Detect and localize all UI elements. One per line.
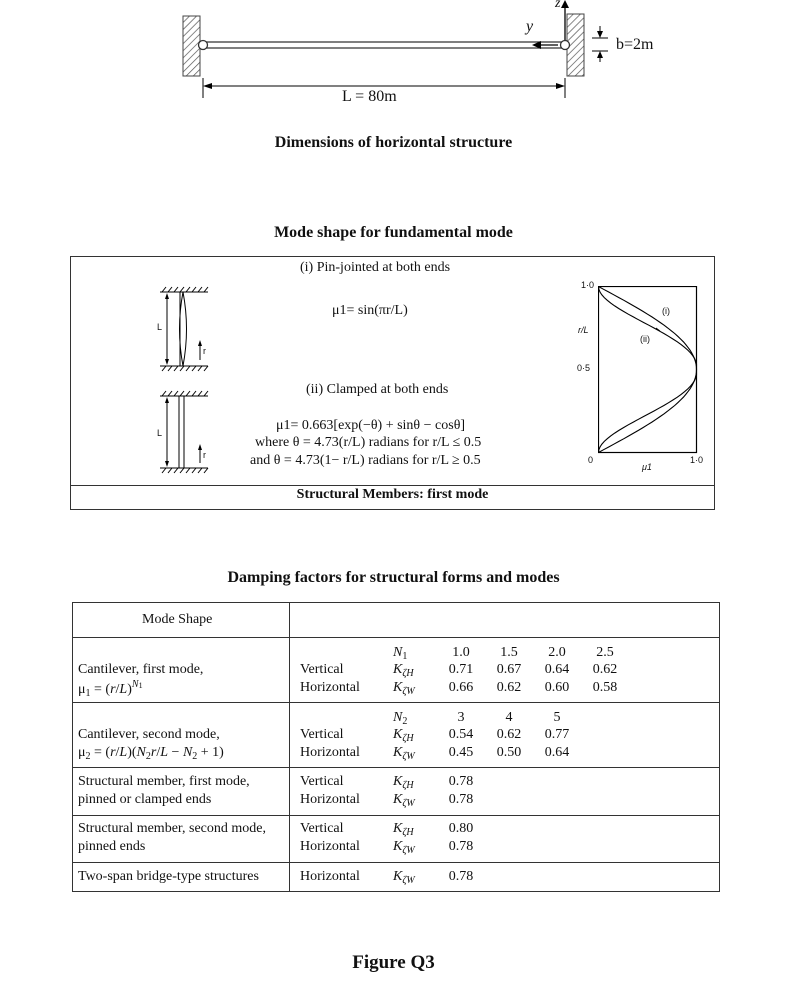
row1-dir2: Horizontal (300, 745, 360, 760)
case1-title: (i) Pin-jointed at both ends (300, 260, 451, 275)
row0-vals0: 1.0 1.5 2.0 2.5 (452, 645, 614, 660)
row2-name1: Structural member, first mode, (78, 774, 250, 789)
plot-frame (599, 287, 697, 453)
row2-dir1: Vertical (300, 774, 344, 789)
plot-y-mid: 0·5 (577, 363, 591, 373)
row4-v1: 0.78 (448, 869, 474, 884)
mode-shape-plot (598, 286, 698, 454)
row2-dir2: Horizontal (300, 792, 360, 807)
row1-k1: $K_{\zeta H}$ (393, 727, 414, 744)
row1-name1: Cantilever, second mode, (78, 727, 220, 742)
right-pin (561, 41, 570, 50)
case2-formula: μ1= 0.663[exp(−θ) + sinθ − cosθ] (276, 418, 466, 433)
row0-k2: $K_{\zeta W}$ (393, 680, 415, 697)
row1-vals1: 0.54 0.62 0.77 (448, 727, 570, 742)
row1-vals2: 0.45 0.50 0.64 (448, 745, 570, 760)
left-pin (199, 41, 208, 50)
row2-k1: $K_{\zeta H}$ (393, 774, 414, 791)
row1-name2: $\mu_2 = (r/L)(N_2r/L - N_2 + 1)$ (78, 745, 224, 762)
row3-k1: $K_{\zeta H}$ (393, 821, 414, 838)
row4-dir1: Horizontal (300, 869, 360, 884)
table-hline-0 (72, 637, 720, 638)
plot-x-axis-label: μ1 (642, 462, 652, 472)
damping-heading: Damping factors for structural forms and modes (227, 569, 560, 586)
row2-v2: 0.78 (448, 792, 474, 807)
row3-v1: 0.80 (448, 821, 474, 836)
row3-name2: pinned ends (78, 839, 146, 854)
row0-name1: Cantilever, first mode, (78, 662, 204, 677)
row1-dir1: Vertical (300, 727, 344, 742)
row4-k1: $K_{\zeta W}$ (393, 869, 415, 886)
beam-caption: Dimensions of horizontal structure (274, 134, 513, 151)
curve-ii-line (599, 287, 697, 453)
case1-formula: μ1= sin(πr/L) (332, 303, 408, 318)
plot-x-right: 1·0 (690, 455, 704, 465)
case2-where1: where θ = 4.73(r/L) radians for r/L ≤ 0.5 (255, 435, 482, 450)
z-axis-label: z (555, 0, 561, 11)
y-axis-label: y (526, 18, 534, 35)
row3-v2: 0.78 (448, 839, 474, 854)
case2-where2: and θ = 4.73(1− r/L) radians for r/L ≥ 0.5 (250, 453, 481, 468)
left-wall (183, 16, 200, 76)
row0-vals1: 0.71 0.67 0.64 0.62 (448, 662, 618, 677)
row3-dir2: Horizontal (300, 839, 360, 854)
sketch2-L: L (157, 428, 163, 438)
row0-dir1: Vertical (300, 662, 344, 677)
row0-k1: $K_{\zeta H}$ (393, 662, 414, 679)
row3-dir1: Vertical (300, 821, 344, 836)
table-hline-1 (72, 702, 720, 703)
plot-x-left: 0 (588, 455, 594, 465)
row3-k2: $K_{\zeta W}$ (393, 839, 415, 856)
table-hline-2 (72, 767, 720, 768)
plot-y-axis-label: r/L (578, 325, 589, 335)
curve-i-label: (i) (662, 306, 670, 316)
row2-k2: $K_{\zeta W}$ (393, 792, 415, 809)
curve-i-line (599, 287, 697, 453)
row0-vals2: 0.66 0.62 0.60 0.58 (448, 680, 618, 695)
sketch1-L: L (157, 322, 163, 332)
member-sketches (150, 285, 220, 475)
row0-dir2: Horizontal (300, 680, 360, 695)
row1-vals0: 3 4 5 (457, 710, 561, 725)
mode-shape-divider (71, 485, 714, 486)
row1-k2: $K_{\zeta W}$ (393, 745, 415, 762)
row0-name2: $\mu_1 = (r/L)^{N1}$ (78, 679, 143, 699)
row1-k0: $N_2$ (393, 710, 408, 727)
row4-name1: Two-span bridge-type structures (78, 869, 259, 884)
mode-shape-heading: Mode shape for fundamental mode (274, 224, 513, 241)
table-header-mode-shape: Mode Shape (142, 612, 213, 627)
row2-v1: 0.78 (448, 774, 474, 789)
figure-label: Figure Q3 (352, 952, 435, 973)
curve-ii-label: (ii) (640, 334, 650, 344)
row3-name1: Structural member, second mode, (78, 821, 266, 836)
case2-title: (ii) Clamped at both ends (306, 382, 449, 397)
row0-k0: $N_1$ (393, 645, 408, 662)
table-hline-3 (72, 815, 720, 816)
plot-y-top: 1·0 (581, 280, 595, 290)
b-dimension-label: b=2m (616, 36, 654, 53)
table-hline-4 (72, 862, 720, 863)
L-dimension-label: L = 80m (342, 88, 397, 105)
table-col-divider (289, 602, 290, 892)
sketch1-r: r (203, 346, 206, 356)
mode-shape-footer: Structural Members: first mode (296, 487, 489, 502)
sketch2-r: r (203, 450, 206, 460)
row2-name2: pinned or clamped ends (78, 792, 212, 807)
